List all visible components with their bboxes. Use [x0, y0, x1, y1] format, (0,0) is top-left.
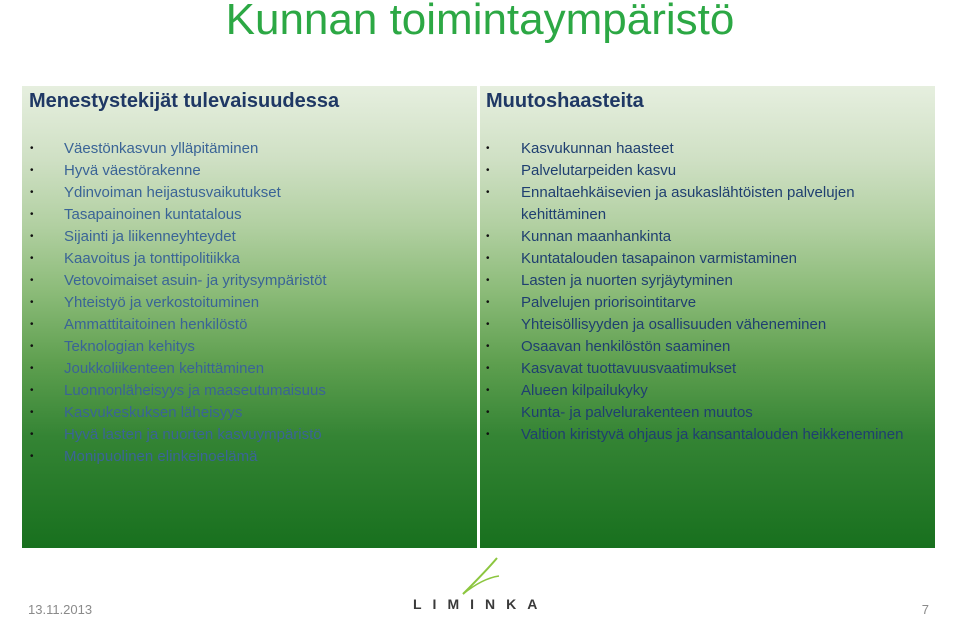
list-item-text: Ennaltaehkäisevien ja asukaslähtöisten palvelujen kehittäminen	[521, 184, 855, 223]
list-item-text: Joukkoliikenteen kehittäminen	[64, 360, 265, 377]
list-item-text: Hyvä lasten ja nuorten kasvuympäristö	[64, 426, 322, 443]
success-factors-list	[30, 138, 470, 468]
list-item	[486, 336, 935, 358]
success-factors-heading: Menestystekijät tulevaisuudessa	[29, 90, 340, 112]
list-item-text: Lasten ja nuorten syrjäytyminen	[521, 272, 733, 289]
liminka-logo	[413, 556, 549, 616]
list-item	[30, 204, 470, 226]
list-item	[30, 248, 470, 270]
list-item-text: Sijainti ja liikenneyhteydet	[64, 228, 236, 245]
logo-text: LIMINKA	[413, 596, 549, 612]
list-item	[30, 402, 470, 424]
list-item	[30, 424, 470, 446]
list-item	[30, 446, 470, 468]
bullet-icon: •	[30, 363, 34, 374]
list-item	[30, 358, 470, 380]
list-item-text: Alueen kilpailukyky	[521, 382, 648, 399]
list-item-text: Kuntatalouden tasapainon varmistaminen	[521, 250, 798, 267]
challenges-heading: Muutoshaasteita	[486, 90, 644, 112]
bullet-icon: •	[30, 143, 34, 154]
bullet-icon: •	[30, 429, 34, 440]
bullet-icon: •	[486, 253, 490, 264]
bullet-icon: •	[30, 253, 34, 264]
bullet-icon: •	[30, 451, 34, 462]
page-number: 7	[921, 602, 929, 617]
list-item	[486, 248, 935, 270]
list-item	[30, 336, 470, 358]
footer-date: 13.11.2013	[28, 602, 93, 617]
list-item-text: Väestönkasvun ylläpitäminen	[64, 140, 259, 157]
list-item-text: Hyvä väestörakenne	[64, 162, 201, 179]
list-item	[30, 292, 470, 314]
list-item-text: Palvelujen priorisointitarve	[521, 294, 697, 311]
bullet-icon: •	[486, 385, 490, 396]
bullet-icon: •	[486, 165, 490, 176]
list-item	[486, 292, 935, 314]
list-item	[486, 402, 935, 424]
bullet-icon: •	[486, 407, 490, 418]
list-item	[30, 182, 470, 204]
bullet-icon: •	[30, 165, 34, 176]
bullet-icon: •	[30, 209, 34, 220]
slide-title: Kunnan toimintaympäristö	[225, 0, 735, 44]
list-item-text: Kunnan maanhankinta	[521, 228, 672, 245]
bullet-icon: •	[30, 275, 34, 286]
bullet-icon: •	[486, 341, 490, 352]
list-item-text: Vetovoimaiset asuin- ja yritysympäristöt	[64, 272, 327, 289]
list-item	[486, 314, 935, 336]
list-item-text: Yhteistyö ja verkostoituminen	[64, 294, 260, 311]
list-item	[486, 270, 935, 292]
list-item-text: Teknologian kehitys	[64, 338, 195, 355]
challenges-panel	[480, 86, 935, 548]
list-item	[30, 226, 470, 248]
list-item-text: Kasvukeskuksen läheisyys	[64, 404, 243, 421]
list-item	[486, 424, 935, 446]
list-item-text: Osaavan henkilöstön saaminen	[521, 338, 731, 355]
list-item	[486, 226, 935, 248]
list-item-text: Kaavoitus ja tonttipolitiikka	[64, 250, 240, 267]
list-item	[486, 160, 935, 182]
bullet-icon: •	[486, 275, 490, 286]
list-item-text: Palvelutarpeiden kasvu	[521, 162, 677, 179]
bullet-icon: •	[486, 297, 490, 308]
bullet-icon: •	[30, 231, 34, 242]
bullet-icon: •	[486, 429, 490, 440]
list-item	[486, 358, 935, 380]
bullet-icon: •	[30, 385, 34, 396]
logo-leaf-icon	[413, 556, 541, 596]
list-item	[30, 138, 470, 160]
list-item-text: Valtion kiristyvä ohjaus ja kansantalouden heikkeneminen	[521, 426, 904, 443]
list-item	[30, 314, 470, 336]
list-item	[486, 182, 935, 226]
bullet-icon: •	[30, 187, 34, 198]
list-item-text: Monipuolinen elinkeinoelämä	[64, 448, 258, 465]
bullet-icon: •	[486, 363, 490, 374]
list-item-text: Tasapainoinen kuntatalous	[64, 206, 242, 223]
list-item	[30, 160, 470, 182]
bullet-icon: •	[30, 341, 34, 352]
list-item-text: Ydinvoiman heijastusvaikutukset	[64, 184, 281, 201]
list-item	[30, 270, 470, 292]
bullet-icon: •	[486, 319, 490, 330]
bullet-icon: •	[486, 143, 490, 154]
success-factors-panel	[22, 86, 477, 548]
bullet-icon: •	[486, 187, 490, 198]
list-item-text: Luonnonläheisyys ja maaseutumaisuus	[64, 382, 326, 399]
bullet-icon: •	[30, 407, 34, 418]
list-item	[486, 138, 935, 160]
list-item-text: Kasvukunnan haasteet	[521, 140, 674, 157]
challenges-list	[486, 138, 935, 446]
list-item	[486, 380, 935, 402]
bullet-icon: •	[486, 231, 490, 242]
list-item-text: Yhteisöllisyyden ja osallisuuden väheneminen	[521, 316, 827, 333]
bullet-icon: •	[30, 319, 34, 330]
list-item-text: Kasvavat tuottavuusvaatimukset	[521, 360, 737, 377]
list-item	[30, 380, 470, 402]
list-item-text: Kunta- ja palvelurakenteen muutos	[521, 404, 753, 421]
list-item-text: Ammattitaitoinen henkilöstö	[64, 316, 248, 333]
bullet-icon: •	[30, 297, 34, 308]
